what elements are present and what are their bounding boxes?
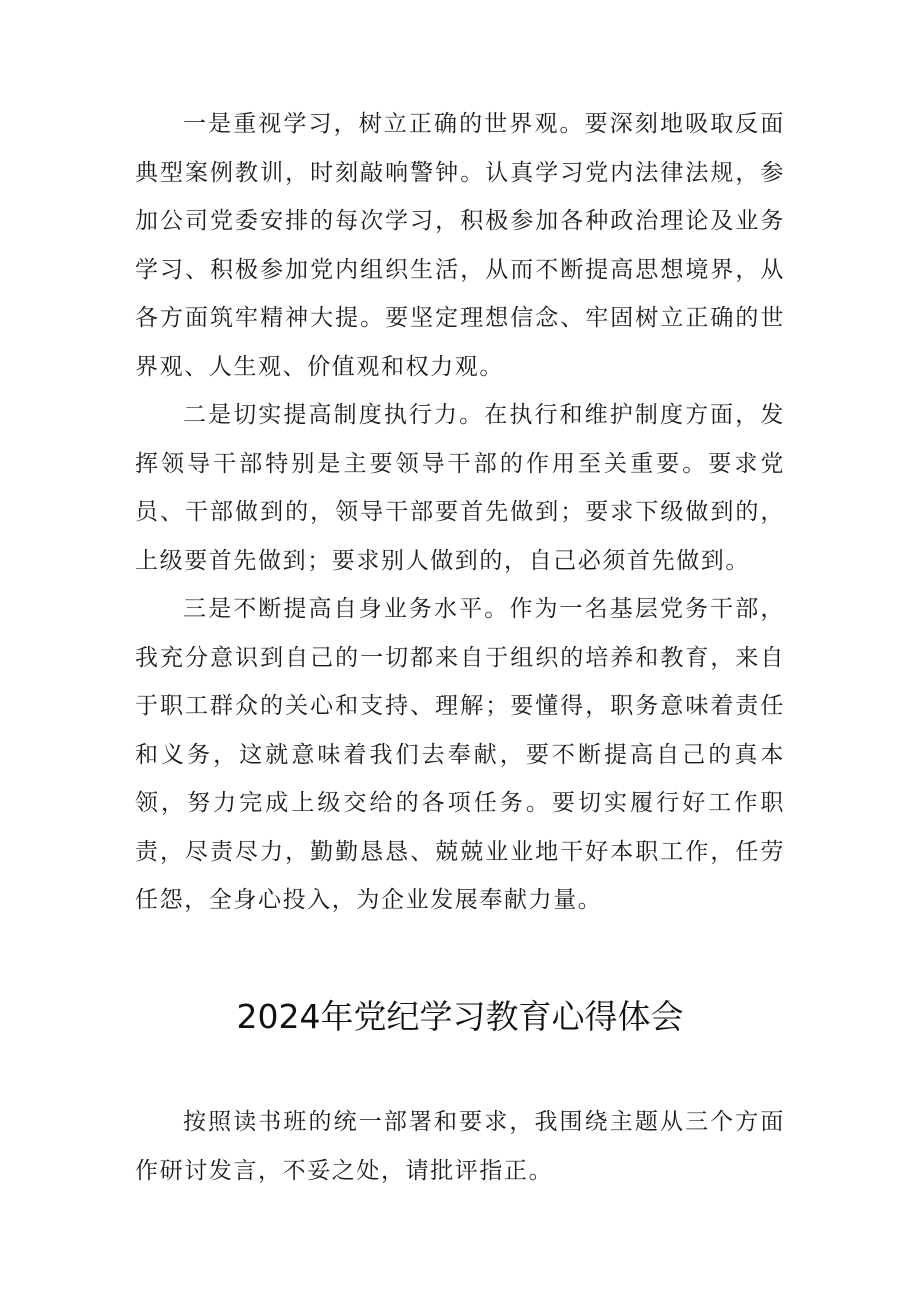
paragraph-business: 三是不断提高自身业务水平。作为一名基层党务干部，我充分意识到自己的一切都来自于组织的培养和教育，来自于职工群众的关心和支持、理解；要懂得，职务意味着责任和义务，这就意味着我们去奉献，要不断提高自己的真本领，努力完成上级交给的各项任务。要切实履行好工作职责，尽责尽力，勤勤恳恳、兢兢业业地干好本职工作，任劳任怨，全身心投入，为企业发展奉献力量。 [135,596,785,913]
paragraph-execution: 二是切实提高制度执行力。在执行和维护制度方面，发挥领导干部特别是主要领导干部的作用至关重要。要求党员、干部做到的，领导干部要首先做到；要求下级做到的，上级要首先做到；要求别人做到的，自己必须首先做到。 [135,402,785,574]
article-body [135,100,785,925]
document-title: 2024年党纪学习教育心得体会 [236,997,684,1036]
paragraph-intro: 按照读书班的统一部署和要求，我围绕主题从三个方面作研讨发言，不妥之处，请批评指正。 [135,1109,785,1184]
paragraph-study: 一是重视学习，树立正确的世界观。要深刻地吸取反面典型案例教训，时刻敲响警钟。认真学习党内法律法规，参加公司党委安排的每次学习，积极参加各种政治理论及业务学习、积极参加党内组织生活，从而不断提高思想境界，从各方面筑牢精神大提。要坚定理想信念、牢固树立正确的世界观、人生观、价值观和权力观。 [135,111,785,380]
intro-section [135,1098,785,1195]
